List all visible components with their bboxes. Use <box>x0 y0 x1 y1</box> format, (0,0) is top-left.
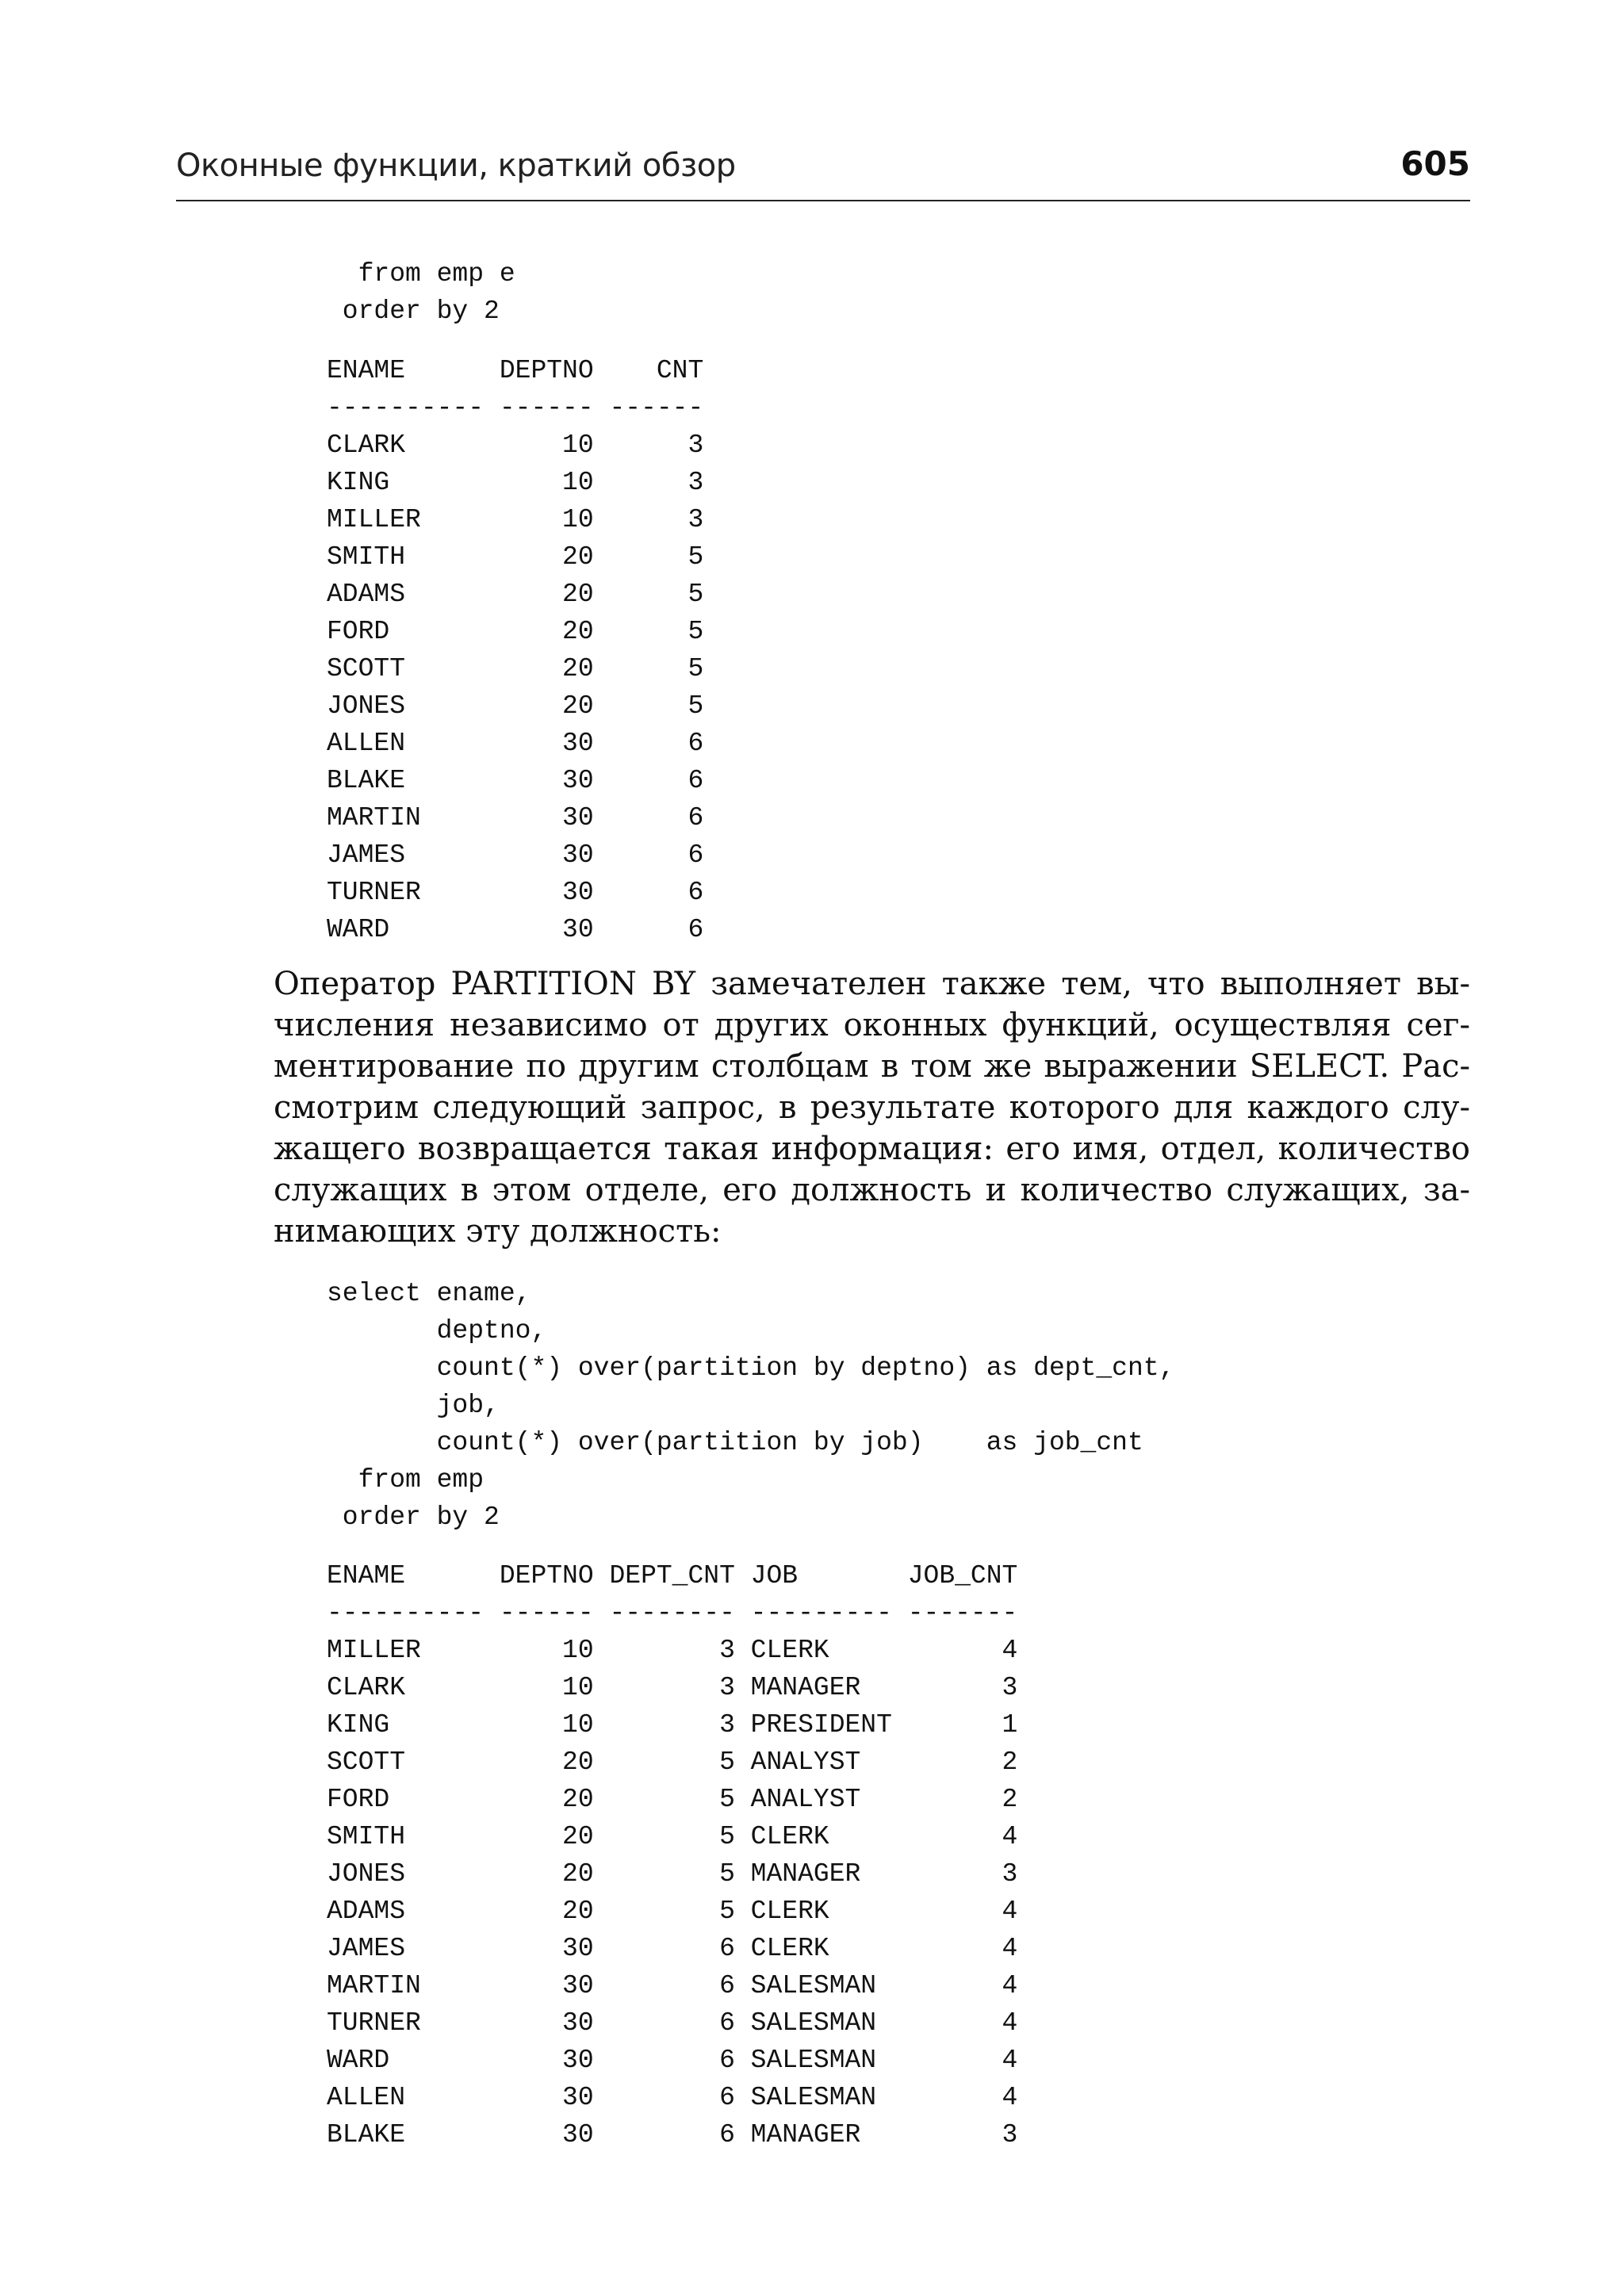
paragraph-line: Оператор PARTITION BY замечателен также тем, что выполняет вы- <box>274 966 1470 1002</box>
running-header <box>176 144 1470 201</box>
paragraph-line: жащего возвращается такая информация: его имя, отдел, количество <box>274 1131 1470 1167</box>
paragraph-line: служащих в этом отделе, его должность и количество служащих, за- <box>274 1172 1470 1208</box>
paragraph-line: ментирование по другим столбцам в том же выражении SELECT. Рас- <box>274 1048 1470 1085</box>
paragraph-line: смотрим следующий запрос, в результате которого для каждого слу- <box>274 1089 1470 1126</box>
code-output-table-2: ENAME DEPTNO DEPT_CNT JOB JOB_CNT ---------- ------ -------- --------- ------- MILLER 10 3 CLERK 4 CLARK 10 3 MANAGER 3 KING 10 3 PRESIDENT 1 SCOTT 20 5 ANALYST 2 FORD 20 5 ANALYST 2 SMITH 20 5 CLERK 4 JONES 20 5 MANAGER 3 ADAMS 20 5 CLERK 4 JAMES 30 6 CLERK 4 MARTIN 30 6 SALESMAN 4 TURNER 30 6 SALESMAN 4 WARD 30 6 SALESMAN 4 ALLEN 30 6 SALESMAN 4 BLAKE 30 6 MANAGER 3 <box>327 1561 1018 2149</box>
body-paragraph <box>274 963 1470 1252</box>
code-output-table-1: ENAME DEPTNO CNT ---------- ------ ------ CLARK 10 3 KING 10 3 MILLER 10 3 SMITH 20 5 ADAMS 20 5 FORD 20 5 SCOTT 20 5 JONES 20 5 ALLEN 30 6 BLAKE 30 6 MARTIN 30 6 JAMES 30 6 TURNER 30 6 WARD 30 6 <box>327 356 704 944</box>
paragraph-line: нимающих эту должность: <box>274 1213 722 1250</box>
code-query-tail: from emp e order by 2 <box>342 259 515 326</box>
paragraph-line: числения независимо от других оконных функций, осуществляя сег- <box>274 1007 1470 1043</box>
code-query-2: select ename, deptno, count(*) over(partition by deptno) as dept_cnt, job, count(*) over(partition by job) as job_cnt from emp order by 2 <box>327 1279 1175 1532</box>
page-number: 605 <box>1400 144 1470 183</box>
chapter-title: Оконные функции, краткий обзор <box>176 147 736 184</box>
